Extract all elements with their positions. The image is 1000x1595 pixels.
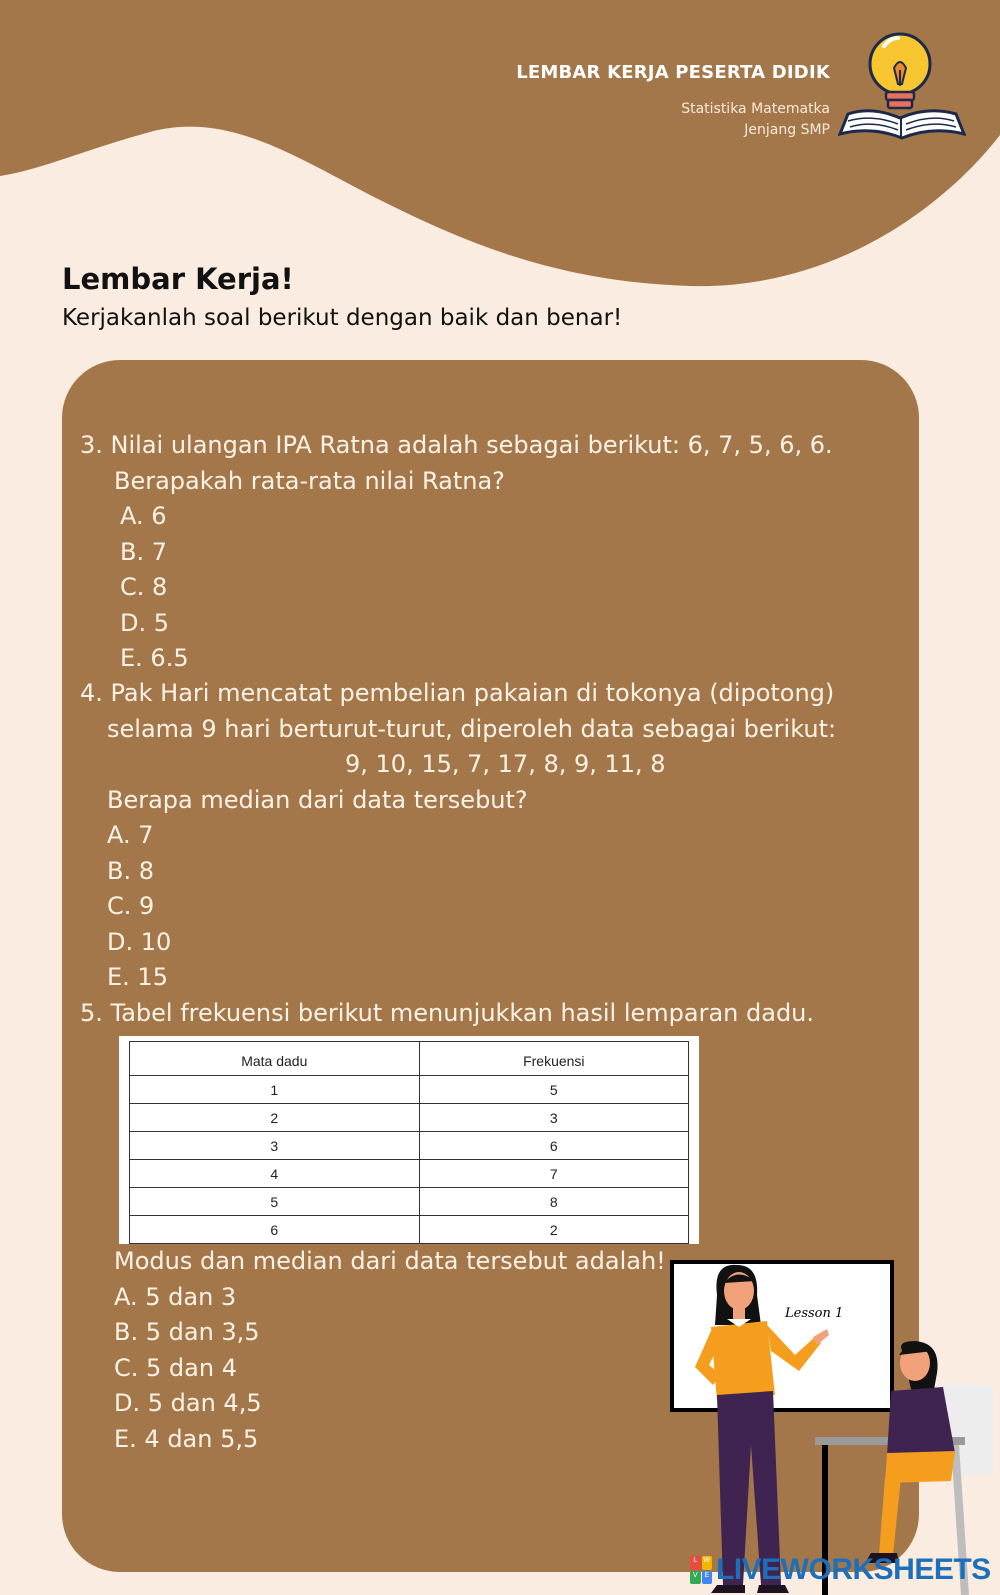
table-cell-face: 5	[130, 1188, 420, 1216]
question-3-option-c[interactable]: C. 8	[120, 573, 168, 601]
whiteboard	[672, 1262, 892, 1410]
question-3-option-d[interactable]: D. 5	[120, 608, 170, 637]
whiteboard-text: Lesson 1	[785, 1306, 844, 1321]
table-row	[130, 1104, 689, 1132]
question-5-continued	[114, 1244, 666, 1457]
worksheet-header-title: LEMBAR KERJA PESERTA DIDIK	[516, 62, 830, 83]
frequency-table	[129, 1041, 689, 1244]
question-4-option-a[interactable]: A. 7	[107, 821, 154, 849]
liveworksheets-logo-text: LIVEWORKSHEETS	[716, 1553, 991, 1586]
table-row	[130, 1188, 689, 1216]
question-4-text: 4. Pak Hari mencatat pembelian pakaian di tokonya (dipotong)	[80, 679, 835, 707]
question-4-data: 9, 10, 15, 7, 17, 8, 9, 11, 8	[345, 750, 666, 778]
table-header-mata-dadu: Mata dadu	[130, 1042, 420, 1076]
question-5-prompt: Modus dan median dari data tersebut adalah!	[114, 1247, 666, 1275]
liveworksheets-logo	[690, 1553, 991, 1587]
table-cell-frequency: 3	[419, 1104, 688, 1132]
table-cell-face: 1	[130, 1076, 420, 1104]
question-5-option-a[interactable]: A. 5 dan 3	[114, 1282, 237, 1311]
table-cell-frequency: 2	[419, 1216, 688, 1244]
table-cell-face: 4	[130, 1160, 420, 1188]
table-cell-frequency: 7	[419, 1160, 688, 1188]
frequency-table-container	[119, 1036, 699, 1244]
question-5-option-b[interactable]: B. 5 dan 3,5	[114, 1318, 260, 1346]
question-4-text-continued: selama 9 hari berturut-turut, diperoleh data sebagai berikut:	[107, 714, 837, 743]
liveworksheets-logo-icon: L W V E	[690, 1556, 712, 1584]
question-3	[80, 428, 833, 677]
level-label: Jenjang SMP	[744, 122, 830, 138]
table-header-frekuensi: Frekuensi	[419, 1042, 688, 1076]
table-row	[130, 1132, 689, 1160]
table-cell-frequency: 8	[419, 1188, 688, 1216]
question-4-option-d[interactable]: D. 10	[107, 927, 172, 956]
question-3-text: 3. Nilai ulangan IPA Ratna adalah sebagai berikut: 6, 7, 5, 6, 6.	[80, 431, 833, 459]
subject-label: Statistika Matematka	[681, 101, 830, 117]
table-row	[130, 1160, 689, 1188]
question-3-option-e[interactable]: E. 6.5	[120, 644, 189, 672]
question-4	[80, 676, 836, 1031]
question-5-option-d[interactable]: D. 5 dan 4,5	[114, 1389, 262, 1417]
table-header-row	[130, 1042, 689, 1076]
lightbulb-book-icon	[838, 26, 966, 144]
table-cell-face: 6	[130, 1216, 420, 1244]
question-3-option-a[interactable]: A. 6	[120, 502, 167, 530]
page-instruction: Kerjakanlah soal berikut dengan baik dan benar!	[62, 305, 623, 331]
worksheet-header-subtitle	[681, 99, 830, 141]
question-4-option-c[interactable]: C. 9	[107, 892, 155, 920]
question-5-text: 5. Tabel frekuensi berikut menunjukkan hasil lemparan dadu.	[80, 998, 815, 1027]
table-row	[130, 1216, 689, 1244]
page-title: Lembar Kerja!	[62, 262, 294, 296]
table-cell-face: 3	[130, 1132, 420, 1160]
table-cell-frequency: 5	[419, 1076, 688, 1104]
classroom-illustration	[665, 1255, 1000, 1595]
question-3-option-b[interactable]: B. 7	[120, 537, 167, 566]
question-4-prompt: Berapa median dari data tersebut?	[107, 785, 528, 814]
question-5-option-e[interactable]: E. 4 dan 5,5	[114, 1424, 259, 1453]
question-4-option-b[interactable]: B. 8	[107, 856, 154, 885]
question-5-option-c[interactable]: C. 5 dan 4	[114, 1353, 237, 1382]
table-row	[130, 1076, 689, 1104]
table-cell-face: 2	[130, 1104, 420, 1132]
question-3-prompt: Berapakah rata-rata nilai Ratna?	[114, 466, 505, 495]
table-cell-frequency: 6	[419, 1132, 688, 1160]
question-4-option-e[interactable]: E. 15	[107, 963, 168, 991]
